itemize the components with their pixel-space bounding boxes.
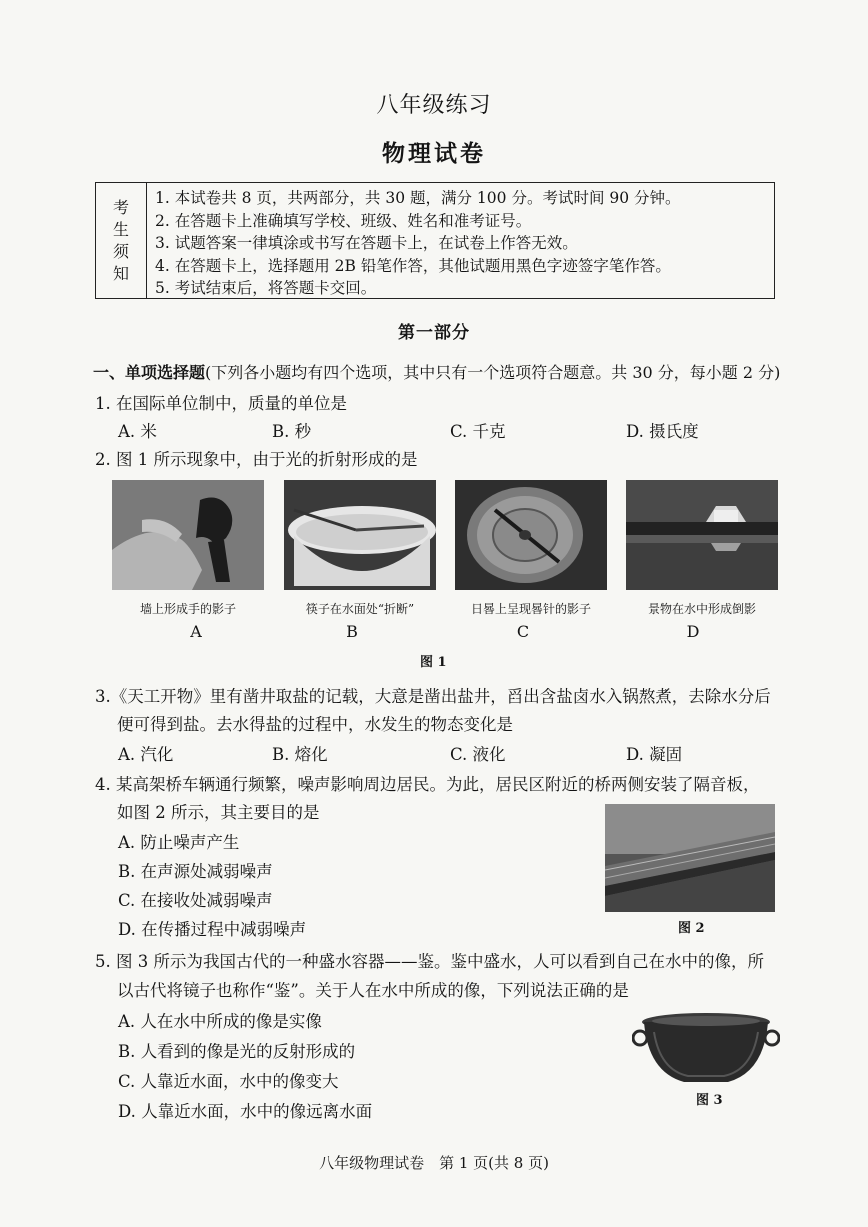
- question-1-stem: 1. 在国际单位制中，质量的单位是: [95, 394, 347, 413]
- notice-item: 2. 在答题卡上准确填写学校、班级、姓名和准考证号。: [155, 211, 532, 230]
- photo-chopsticks-water[interactable]: [284, 480, 436, 590]
- notice-label-char: 生: [112, 219, 129, 239]
- q4-option-d[interactable]: D. 在传播过程中减弱噪声: [118, 920, 307, 939]
- figure-1-label: 图 1: [420, 655, 447, 670]
- q3-option-b[interactable]: B. 熔化: [272, 745, 328, 764]
- option-letter-c[interactable]: C: [516, 622, 530, 641]
- option-letter-b[interactable]: B: [346, 622, 358, 641]
- notice-item: 5. 考试结束后，将答题卡交回。: [155, 279, 377, 297]
- photo-reflection[interactable]: [626, 480, 778, 590]
- option-letter-d[interactable]: D: [686, 622, 700, 641]
- photo-sound-barrier[interactable]: [605, 804, 775, 912]
- notice-label-char: 知: [112, 263, 129, 283]
- part-title: 第一部分: [398, 323, 470, 343]
- q4-option-a[interactable]: A. 防止噪声产生: [118, 833, 240, 852]
- q5-option-d[interactable]: D. 人靠近水面，水中的像远离水面: [118, 1102, 373, 1121]
- q3-option-c[interactable]: C. 液化: [450, 745, 506, 764]
- notice-items: [147, 183, 774, 298]
- photo-caption-c: 日晷上呈现晷针的影子: [470, 602, 591, 616]
- section-label: 一、单项选择题: [93, 363, 206, 382]
- photo-caption-b: 筷子在水面处“折断”: [305, 602, 415, 616]
- question-3-stem-line1: 3.《天工开物》里有凿井取盐的记载，大意是凿出盐井，舀出含盐卤水入锅熬煮，去除水分后: [95, 687, 771, 706]
- notice-label-char: 须: [112, 241, 129, 261]
- notice-item: 1. 本试卷共 8 页，共两部分，共 30 题，满分 100 分。考试时间 90 分钟。: [155, 189, 681, 207]
- q5-option-c[interactable]: C. 人靠近水面，水中的像变大: [118, 1072, 339, 1091]
- question-5-stem-line1: 5. 图 3 所示为我国古代的一种盛水容器——鉴。鉴中盛水，人可以看到自己在水中的像，所: [95, 952, 764, 971]
- q3-option-a[interactable]: A. 汽化: [118, 745, 174, 764]
- question-5-stem-line2: 以古代将镜子也称作“鉴”。关于人在水中所成的像，下列说法正确的是: [117, 981, 629, 1000]
- photo-sundial[interactable]: [455, 480, 607, 590]
- figure-2-label: 图 2: [678, 921, 705, 936]
- photo-bronze-jian[interactable]: [632, 1008, 780, 1088]
- section-heading: [93, 360, 780, 383]
- question-3-stem-line2: 便可得到盐。去水得盐的过程中，水发生的物态变化是: [117, 715, 513, 734]
- notice-label: [96, 183, 147, 298]
- grade-title: 八年级练习: [376, 93, 492, 118]
- question-4-stem-line2: 如图 2 所示，其主要目的是: [117, 803, 320, 822]
- notice-item: 3. 试题答案一律填涂或书写在答题卡上，在试卷上作答无效。: [155, 234, 578, 252]
- q5-option-a[interactable]: A. 人在水中所成的像是实像: [118, 1012, 322, 1031]
- exam-notice-box: [95, 182, 775, 299]
- option-letter-a[interactable]: A: [190, 622, 202, 641]
- section-desc: (下列各小题均有四个选项，其中只有一个选项符合题意。共 30 分，每小题 2 分): [205, 363, 781, 382]
- q1-option-d[interactable]: D. 摄氏度: [626, 422, 699, 441]
- q3-option-d[interactable]: D. 凝固: [626, 745, 683, 764]
- photo-caption-d: 景物在水中形成倒影: [647, 602, 756, 616]
- q1-option-b[interactable]: B. 秒: [272, 422, 312, 441]
- q1-option-c[interactable]: C. 千克: [450, 422, 506, 441]
- paper-title: 物理试卷: [382, 140, 486, 167]
- question-2-stem: 2. 图 1 所示现象中，由于光的折射形成的是: [95, 450, 418, 469]
- question-4-stem-line1: 4. 某高架桥车辆通行频繁，噪声影响周边居民。为此，居民区附近的桥两侧安装了隔音板，: [95, 775, 760, 794]
- photo-hand-shadow[interactable]: [112, 480, 264, 590]
- q4-option-c[interactable]: C. 在接收处减弱噪声: [118, 891, 273, 910]
- q5-option-b[interactable]: B. 人看到的像是光的反射形成的: [118, 1042, 356, 1061]
- notice-item: 4. 在答题卡上，选择题用 2B 铅笔作答，其他试题用黑色字迹签字笔作答。: [155, 256, 671, 275]
- notice-label-char: 考: [112, 197, 129, 217]
- photo-caption-a: 墙上形成手的影子: [139, 602, 236, 616]
- figure-3-label: 图 3: [696, 1093, 723, 1108]
- q4-option-b[interactable]: B. 在声源处减弱噪声: [118, 862, 273, 881]
- page-footer: 八年级物理试卷 第 1 页(共 8 页): [319, 1154, 549, 1172]
- q1-option-a[interactable]: A. 米: [118, 422, 157, 441]
